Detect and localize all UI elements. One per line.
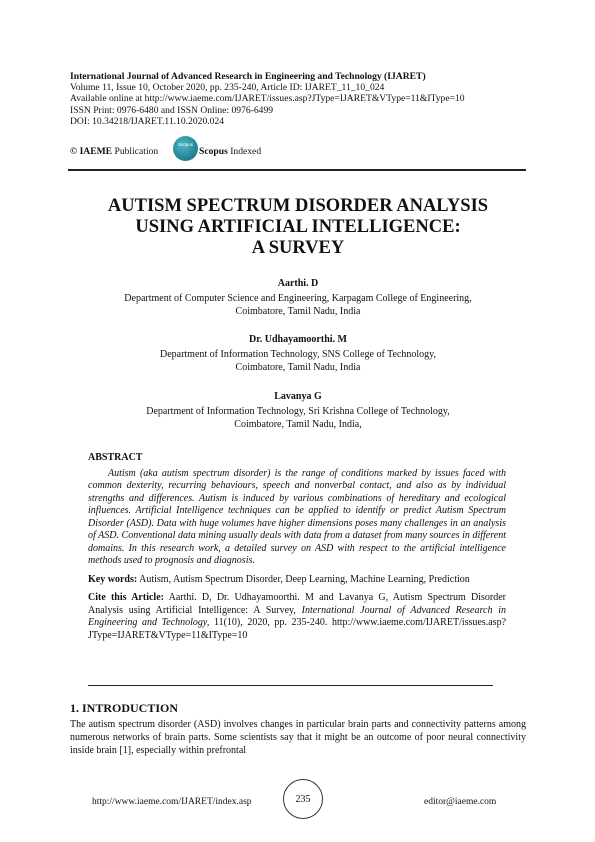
- author-affiliation: Department of Computer Science and Engineering, Karpagam College of Engineering,: [124, 293, 472, 305]
- header-divider: [68, 169, 526, 171]
- paper-title: [70, 196, 526, 259]
- citation-authors: Aarthi. D, Dr. Udhayamoorthi. M and Lavanya G, Autism Spectrum Disorder Analysis using Artificial Intelligence: A Survey,: [88, 592, 506, 616]
- author-affiliation: Department of Information Technology, Sri Krishna College of Technology,: [146, 406, 450, 418]
- author-affiliation-location: Coimbatore, Tamil Nadu, India: [235, 305, 361, 317]
- footer-email[interactable]: editor@iaeme.com: [424, 797, 497, 807]
- page-number-text: 235: [295, 793, 311, 805]
- author-2: [70, 334, 526, 374]
- keywords: [88, 574, 506, 587]
- author-name: Lavanya G: [274, 391, 322, 402]
- author-3: [70, 391, 526, 431]
- doi-line[interactable]: DOI: 10.34218/IJARET.11.10.2020.024: [70, 115, 225, 127]
- title-line-1: AUTISM SPECTRUM DISORDER ANALYSIS: [107, 196, 489, 216]
- author-name: Aarthi. D: [277, 278, 319, 289]
- publication-text: Publication: [114, 146, 159, 157]
- indexed-text: Indexed: [230, 146, 262, 157]
- scopus-text: Scopus: [199, 146, 228, 157]
- introduction-heading: 1. INTRODUCTION: [70, 701, 179, 715]
- citation-divider: [88, 685, 493, 686]
- citation-details: 11(10), 2020, pp. 235-240.: [213, 617, 328, 628]
- page-number: [283, 779, 323, 819]
- title-line-2: USING ARTIFICIAL INTELLIGENCE:: [135, 217, 461, 237]
- scopus-badge-text: Scopus: [177, 142, 193, 147]
- author-1: [70, 278, 526, 318]
- issn-line: ISSN Print: 0976-6480 and ISSN Online: 0976-6499: [70, 104, 274, 116]
- abstract-heading: ABSTRACT: [88, 452, 143, 463]
- citation-journal: International Journal of Advanced Research in Engineering and Technology,: [88, 604, 506, 628]
- introduction-text: The autism spectrum disorder (ASD) involves changes in particular brain parts and connectivity patterns among numerous networks of brain parts. Some scientists say that it might be an outcome of poor neural connectivity inside brain [1], especially within prefrontal: [70, 719, 526, 756]
- author-affiliation: Department of Information Technology, SNS College of Technology,: [159, 349, 437, 361]
- keywords-text: Autism, Autism Spectrum Disorder, Deep Learning, Machine Learning, Prediction: [139, 573, 470, 585]
- publisher-line: [70, 146, 261, 158]
- journal-header: [70, 71, 530, 127]
- abstract-section: [88, 452, 506, 642]
- author-affiliation-location: Coimbatore, Tamil Nadu, India,: [234, 418, 362, 430]
- scopus-logo-icon: [173, 136, 198, 161]
- journal-name: International Journal of Advanced Research in Engineering and Technology (IJARET): [70, 71, 426, 82]
- keywords-label: Key words:: [88, 573, 138, 585]
- author-affiliation-location: Coimbatore, Tamil Nadu, India: [235, 361, 361, 373]
- citation-label: Cite this Article:: [88, 592, 164, 603]
- citation: [88, 592, 506, 642]
- volume-line: Volume 11, Issue 10, October 2020, pp. 235-240, Article ID: IJARET_11_10_024: [70, 82, 385, 94]
- copyright-text: © IAEME: [70, 146, 113, 157]
- author-name: Dr. Udhayamoorthi. M: [249, 334, 347, 345]
- abstract-text: Autism (aka autism spectrum disorder) is the range of conditions marked by issues faced with common dexterity, recurring behaviours, speech and nonverbal contact, and also as by individual strengths and differences. Autism is induced by various combinations of hereditary and ecological influences. Artificial Intelligence techniques can be applied to identify or predict Autism Spectrum Disorder (ASD). Data with huge volumes have higher dimensions poses many challenges in an analysis of ASD. Conventional data mining usually deals with data from a dataset from many sources in different domains. In this research work, a detailed survey on ASD with respect to the artificial intelligence methods used to prognosis and diagnosis.: [88, 467, 506, 566]
- title-line-3: A SURVEY: [251, 238, 345, 258]
- footer-url[interactable]: http://www.iaeme.com/IJARET/index.asp: [92, 797, 252, 807]
- citation-url[interactable]: http://www.iaeme.com/IJARET/issues.asp?JType=IJARET&VType=11&IType=10: [88, 617, 507, 641]
- available-online-line[interactable]: Available online at http://www.iaeme.com/IJARET/issues.asp?JType=IJARET&VType=11&IType=10: [70, 93, 465, 105]
